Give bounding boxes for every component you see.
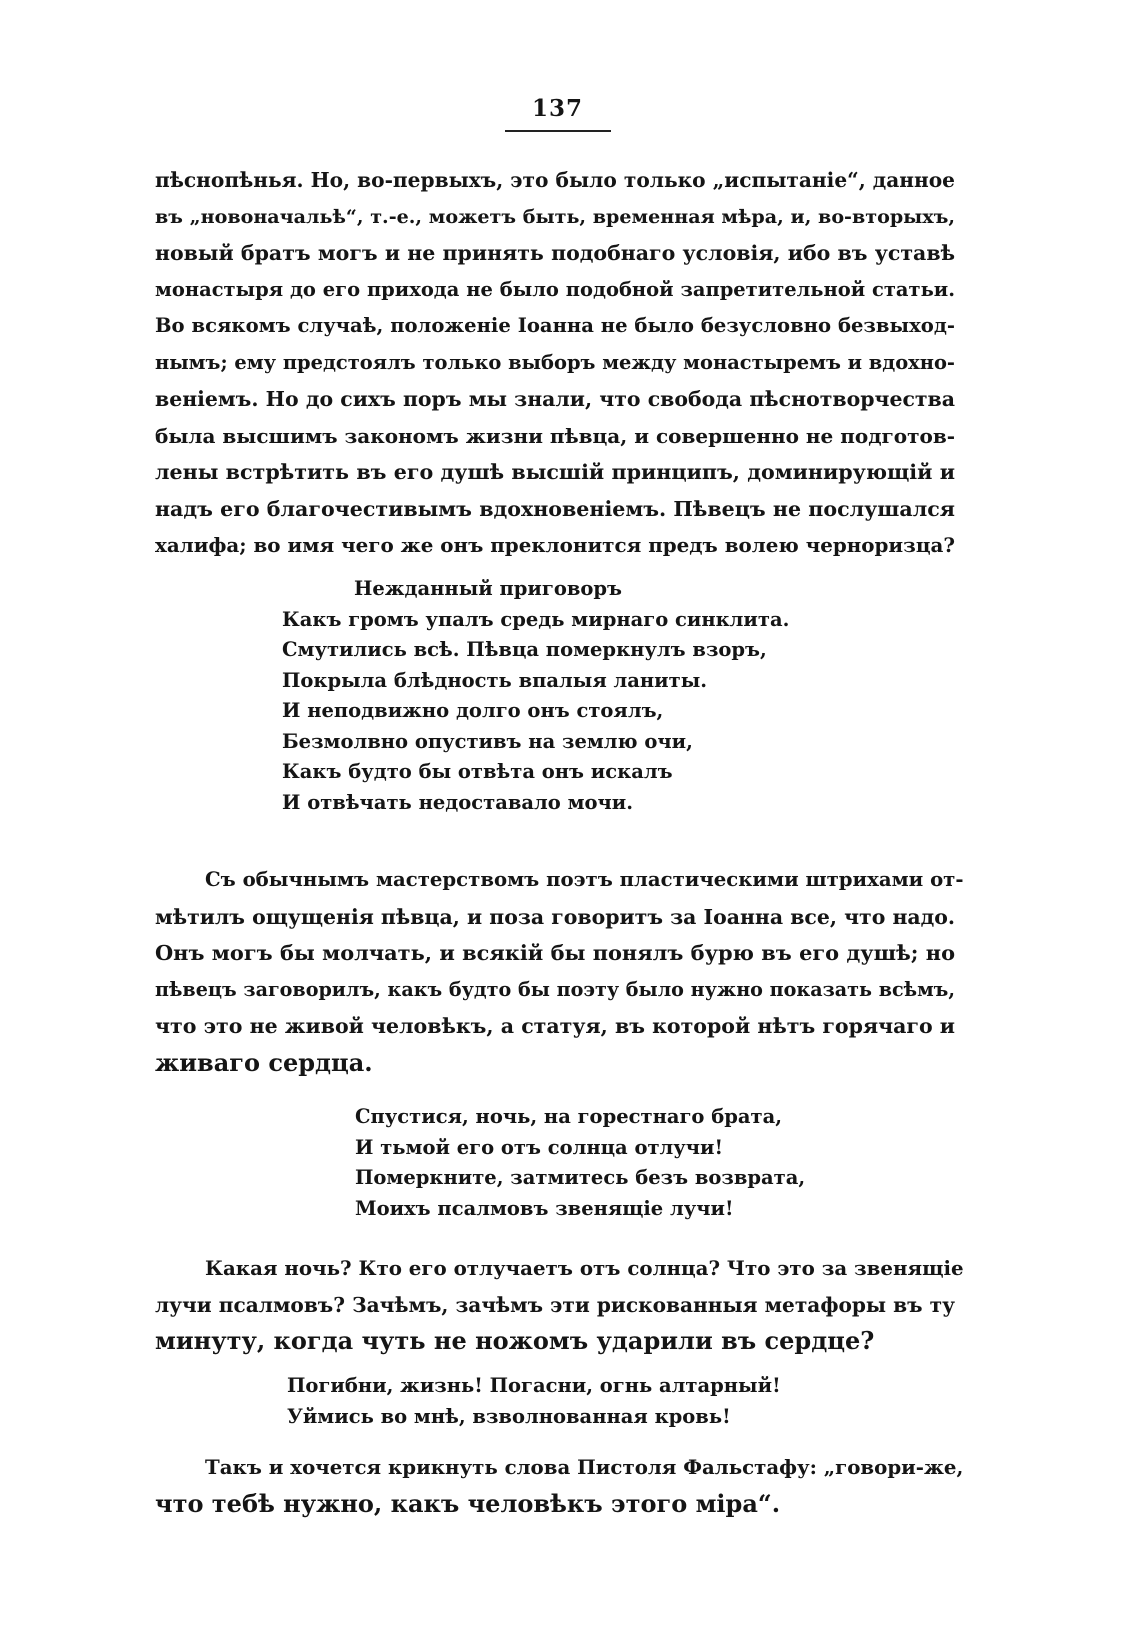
verse-line: И неподвижно долго онъ стоялъ, — [282, 699, 664, 722]
paragraph-line: веніемъ. Но до сихъ поръ мы знали, что свобода пѣснотворчества — [155, 387, 955, 411]
verse-3 — [287, 1371, 781, 1432]
verse-line: Какъ будто бы отвѣта онъ искалъ — [282, 760, 673, 783]
paragraph-line: Онъ могъ бы молчать, и всякій бы понялъ бурю въ его душѣ; но — [155, 940, 955, 965]
paragraph-line: нымъ; ему предстоялъ только выборъ между монастыремъ и вдохно- — [155, 350, 955, 374]
paragraph-line: живаго сердца. — [155, 1047, 373, 1077]
verse-line: Нежданный приговоръ — [354, 577, 622, 600]
paragraph-line: халифа; во имя чего же онъ преклонится предъ волею черноризца? — [155, 533, 955, 557]
paragraph-line: новый братъ могъ и не принять подобнаго условія, ибо въ уставѣ — [155, 241, 955, 265]
verse-line: И отвѣчать недоставало мочи. — [282, 790, 634, 814]
paragraph-line: Съ обычнымъ мастерствомъ поэтъ пластическими штрихами от- — [205, 868, 964, 891]
paragraph-1 — [155, 162, 955, 564]
paragraph-line: была высшимъ закономъ жизни пѣвца, и совершенно не подготов- — [155, 423, 956, 448]
paragraph-2 — [155, 862, 964, 1081]
verse-1 — [282, 574, 789, 818]
verse-line: Смутились всѣ. Пѣвца померкнулъ взоръ, — [282, 638, 767, 661]
verse-2 — [355, 1102, 805, 1224]
paragraph-line: лены встрѣтить въ его душѣ высшій принципъ, доминирующій и — [155, 460, 955, 484]
verse-line: Спустися, ночь, на горестнаго брата, — [355, 1105, 783, 1128]
verse-line: Какъ громъ упалъ средь мирнаго синклита. — [282, 607, 790, 631]
paragraph-3 — [155, 1250, 964, 1360]
verse-line: Померкните, затмитесь безъ возврата, — [355, 1166, 806, 1189]
page-number-rule — [505, 130, 611, 132]
paragraph-line: что тебѣ нужно, какъ человѣкъ этого міра“. — [155, 1488, 781, 1518]
paragraph-line: Какая ночь? Кто его отлучаетъ отъ солнца? Что это за звенящіе — [205, 1256, 964, 1280]
verse-line: Моихъ псалмовъ звенящіе лучи! — [355, 1196, 734, 1220]
paragraph-line: пѣвецъ заговорилъ, какъ будто бы поэту было нужно показать всѣмъ, — [155, 977, 955, 1001]
paragraph-4 — [155, 1449, 964, 1522]
verse-line: Уймись во мнѣ, взволнованная кровь! — [287, 1404, 731, 1428]
verse-line: И тьмой его отъ солнца отлучи! — [355, 1135, 724, 1159]
page-number: 137 — [531, 95, 583, 122]
paragraph-line: Во всякомъ случаѣ, положеніе Іоанна не было безусловно безвыход- — [155, 314, 955, 337]
paragraph-line: минуту, когда чуть не ножомъ ударили въ сердце? — [155, 1326, 875, 1355]
verse-line: Покрыла блѣдность впалыя ланиты. — [282, 668, 708, 692]
paragraph-line: пѣснопѣнья. Но, во-первыхъ, это было только „испытаніе“, данное — [155, 168, 955, 192]
paragraph-line: лучи псалмовъ? Зачѣмъ, зачѣмъ эти рискованныя метафоры въ ту — [155, 1292, 955, 1317]
paragraph-line: что это не живой человѣкъ, а статуя, въ которой нѣтъ горячаго и — [155, 1014, 955, 1038]
paragraph-line: Такъ и хочется крикнуть слова Пистоля Фальстафу: „говори-же, — [205, 1455, 964, 1479]
paragraph-line: монастыря до его прихода не было подобной запретительной статьи. — [155, 277, 955, 301]
verse-line: Безмолвно опустивъ на землю очи, — [282, 729, 693, 753]
paragraph-line: мѣтилъ ощущенія пѣвца, и поза говоритъ за Іоанна все, что надо. — [155, 904, 955, 929]
paragraph-line: въ „новоначальѣ“, т.-е., можетъ быть, временная мѣра, и, во-вторыхъ, — [155, 204, 955, 228]
paragraph-line: надъ его благочестивымъ вдохновеніемъ. Пѣвецъ не послушался — [155, 496, 955, 521]
verse-line: Погибни, жизнь! Погасни, огнь алтарный! — [287, 1374, 781, 1397]
